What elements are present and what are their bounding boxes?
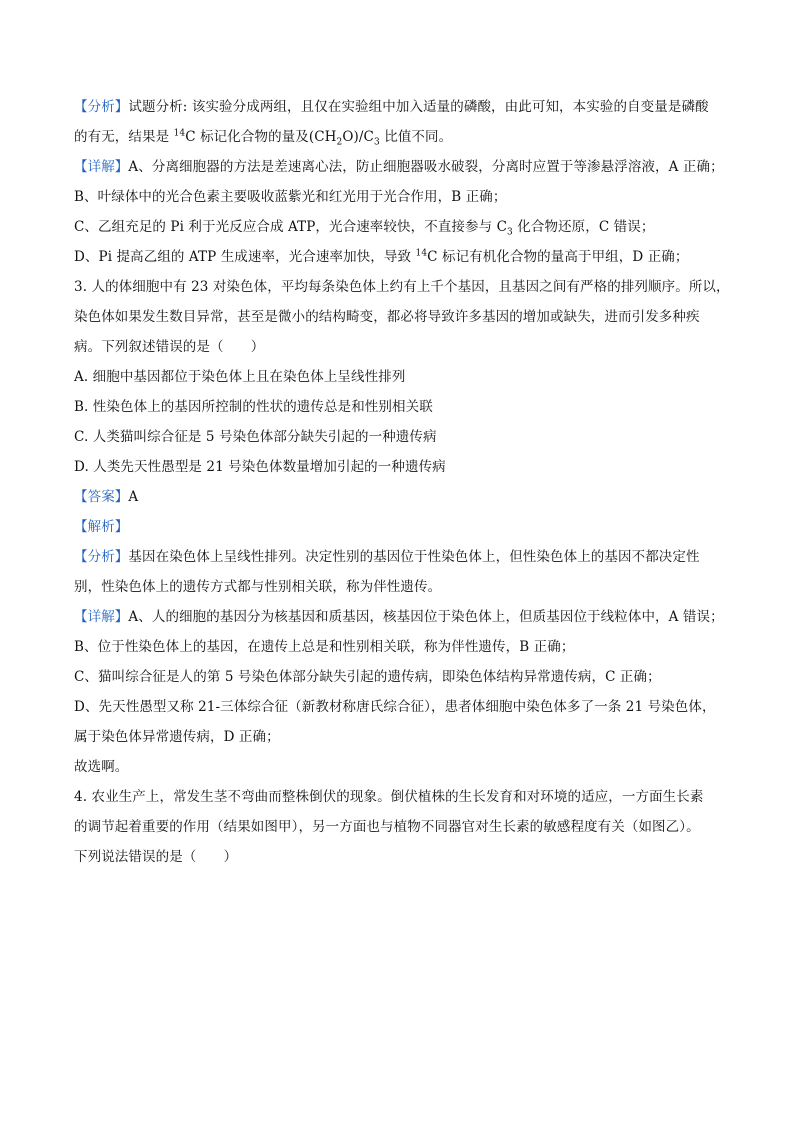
detail-tag: 【详解】 (74, 609, 129, 625)
text-segment: 化合物还原，C 错误； (512, 219, 655, 235)
q3-analysis-line-2: 别，性染色体上的遗传方式都与性别相关联，称为伴性遗传。 (74, 579, 442, 595)
detail-line-3 (74, 212, 724, 242)
option-c: C. 人类猫叫综合征是 5 号染色体部分缺失引起的一种遗传病 (74, 429, 437, 445)
text-segment: D、Pi 提高乙组的 ATP 生成速率，光合速率加快，导致 (74, 249, 416, 265)
q3-detail-line-2: B、位于性染色体上的基因，在遗传上总是和性别相关联，称为伴性遗传，B 正确； (74, 639, 575, 655)
analysis-tag: 【分析】 (74, 99, 129, 115)
option-b: B. 性染色体上的基因所控制的性状的遗传总是和性别相关联 (74, 399, 433, 415)
explain-tag: 【解析】 (74, 519, 129, 535)
answer-line (74, 482, 724, 512)
q3-analysis-line-1 (74, 542, 724, 572)
text-segment: C、乙组充足的 Pi 利于光反应合成 ATP，光合速率较快，不直接参与 C (74, 219, 508, 235)
question-3-stem-1: 3. 人的体细胞中有 23 对染色体，平均每条染色体上约有上千个基因，且基因之间有严格的排列顺序。所以， (74, 279, 730, 295)
q3-detail-line-1 (74, 602, 724, 632)
q3-detail-line-5: 属于染色体异常遗传病，D 正确； (74, 729, 280, 745)
question-3-stem-2: 染色体如果发生数目异常，甚至是微小的结构畸变，都必将导致许多基因的增加或缺失，进而引发多种疾 (74, 309, 700, 325)
analysis-text: 试题分析: 该实验分成两组，且仅在实验组中加入适量的磷酸，由此可知，本实验的自变量是磷酸 (128, 99, 709, 115)
detail-line-4 (74, 242, 724, 272)
question-4-stem-1: 4. 农业生产上，常发生茎不弯曲而整株倒伏的现象。倒伏植株的生长发育和对环境的适应，一方面生长素 (74, 789, 704, 805)
analysis-line-1 (74, 92, 724, 122)
explain-line (74, 512, 724, 542)
question-4-stem-3: 下列说法错误的是（ ） (74, 849, 238, 865)
detail-line-1 (74, 152, 724, 182)
detail-line-2: B、叶绿体中的光合色素主要吸收蓝紫光和红光用于光合作用，B 正确； (74, 189, 507, 205)
analysis-tag: 【分析】 (74, 549, 129, 565)
q3-conclusion: 故选啊。 (74, 759, 129, 775)
superscript: 14 (415, 248, 428, 259)
option-d: D. 人类先天性愚型是 21 号染色体数量增加引起的一种遗传病 (74, 459, 446, 475)
text-segment: C 标记有机化合物的量高于甲组，D 正确； (427, 249, 689, 265)
analysis-line-2 (74, 122, 724, 152)
text-segment: 的有无，结果是 (74, 129, 174, 145)
detail-text: A、人的细胞的基因分为核基因和质基因，核基因位于染色体上，但质基因位于线粒体中，A 错误； (128, 609, 724, 625)
question-3-stem-3: 病。下列叙述错误的是（ ） (74, 339, 265, 355)
q3-detail-line-4: D、先天性愚型又称 21-三体综合征（新教材称唐氏综合征），患者体细胞中染色体多了一条 21 号染色体， (74, 699, 716, 715)
detail-text: A、分离细胞器的方法是差速离心法，防止细胞器吸水破裂，分离时应置于等渗悬浮溶液，A 正确； (128, 159, 724, 175)
detail-tag: 【详解】 (74, 159, 129, 175)
answer-tag: 【答案】 (74, 489, 129, 505)
subscript: 3 (507, 227, 513, 238)
option-a: A. 细胞中基因都位于染色体上且在染色体上呈线性排列 (74, 369, 406, 385)
q3-detail-line-3: C、猫叫综合征是人的第 5 号染色体部分缺失引起的遗传病，即染色体结构异常遗传病，C 正确； (74, 669, 661, 685)
subscript: 3 (374, 137, 380, 148)
question-4-stem-2: 的调节起着重要的作用（结果如图甲），另一方面也与植物不同器官对生长素的敏感程度有关（如图乙）。 (74, 819, 700, 835)
text-segment: C 标记化合物的量及(CH (185, 129, 337, 145)
superscript: 14 (173, 128, 186, 139)
text-segment: O)/C (342, 129, 374, 145)
answer-value: A (128, 489, 139, 505)
text-segment: 比值不同。 (379, 129, 453, 145)
subscript: 2 (336, 137, 343, 148)
analysis-text: 基因在染色体上呈线性排列。决定性别的基因位于性染色体上，但性染色体上的基因不都决定性 (128, 549, 700, 565)
document-page (74, 92, 730, 872)
